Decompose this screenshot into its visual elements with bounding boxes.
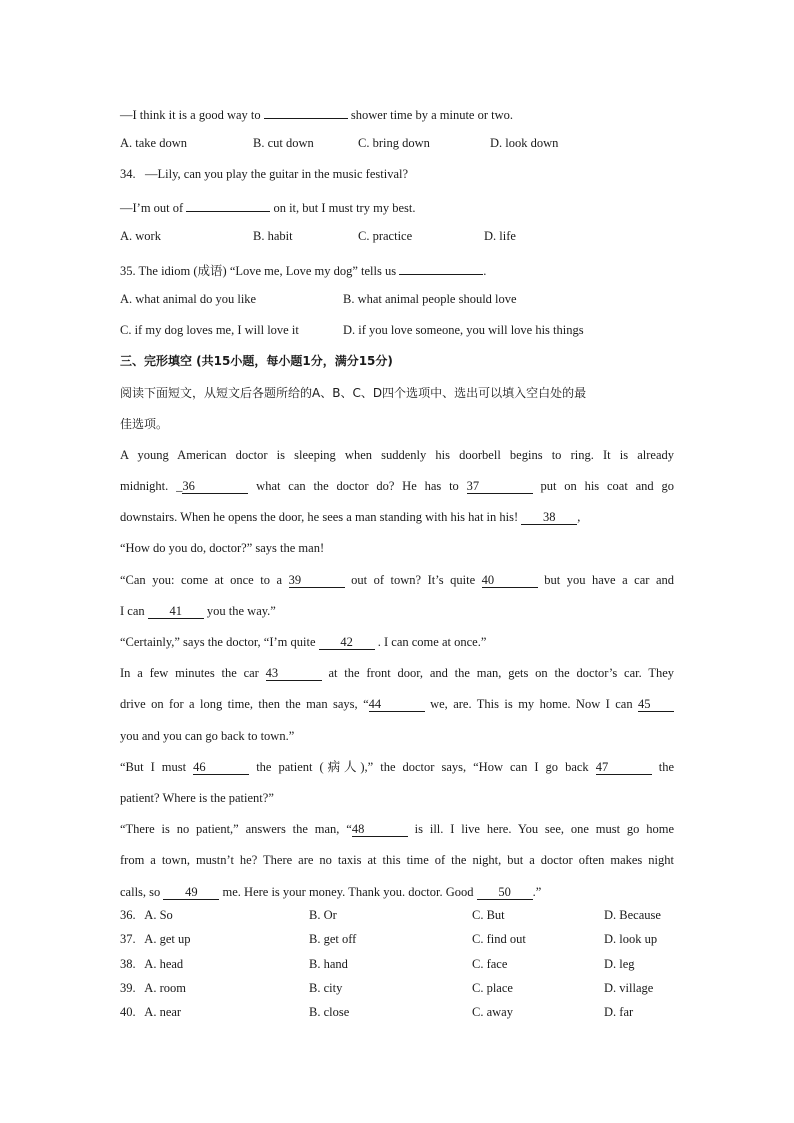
blank-48: 48 [352, 822, 408, 837]
blank-41: 41 [148, 604, 204, 619]
passage-text: “But I must [120, 760, 187, 774]
blank-50: 50 [477, 885, 533, 900]
section-instructions-2: 佳选项。 [120, 417, 169, 431]
choice-36-b: B. Or [309, 908, 337, 922]
choice-38-d: D. leg [604, 957, 635, 971]
choice-36-d: D. Because [604, 908, 661, 922]
choice-40-a: 40. A. near [120, 1005, 182, 1019]
section-instructions-1: 阅读下面短文，从短文后各题所给的A、B、C、D四个选项中、选出可以填入空白处的最 [120, 386, 587, 400]
q34-reply-a: —I’m out of [120, 201, 184, 215]
section-heading: 三、完形填空 (共15小题，每小题1分，满分15分) [120, 354, 393, 368]
blank-40: 40 [482, 573, 538, 588]
passage-line-14: from a town, mustn’t he? There are no taxis at this time of the night, but a doctor often makes night [120, 853, 674, 867]
choice-40-d: D. far [604, 1005, 634, 1019]
passage-text: is ill. I live here. You see, one must go home [414, 822, 675, 836]
passage-text: at the front door, and the man, gets on the doctor’s car. They [328, 666, 675, 680]
choice-39-c: C. place [472, 981, 513, 995]
passage-text: “There is no patient,” answers the man, “ [120, 822, 352, 836]
passage-text: , [577, 510, 581, 524]
q35-stem: 35. The idiom (成语) “Love me, Love my dog” tells us [120, 264, 397, 278]
passage-line-7 [120, 634, 674, 650]
choice-38-b: B. hand [309, 957, 348, 971]
passage-text: we, are. This is my home. Now I can [430, 697, 633, 711]
passage-text: the patient (病人),” the doctor says, “How can I go back [256, 760, 589, 774]
q35-option-c: C. if my dog loves me, I will love it [120, 323, 299, 337]
passage-text: .” [532, 885, 542, 899]
choice-40-b: B. close [309, 1005, 350, 1019]
q33-text-b: shower time by a minute or two. [350, 108, 513, 122]
q33-reply [120, 104, 674, 123]
passage-text: me. Here is your money. Thank you. doctor. Good [222, 885, 474, 899]
choice-37-c: C. find out [472, 932, 526, 946]
passage-text: drive on for a long time, then the man says, “ [120, 697, 369, 711]
blank-45: 45 [638, 697, 674, 712]
passage-text: midnight. _ [120, 479, 183, 493]
passage-line-5 [120, 572, 674, 588]
passage-text: what can the doctor do? He has to [256, 479, 459, 493]
q33-option-c: C. bring down [358, 136, 430, 150]
q34-reply-b: on it, but I must try my best. [273, 201, 416, 215]
blank-38: 38 [521, 510, 577, 525]
blank-46: 46 [193, 760, 249, 775]
q35-blank [399, 260, 483, 275]
passage-line-13 [120, 821, 674, 837]
q34-option-b: B. habit [253, 229, 293, 243]
passage-line-12: patient? Where is the patient?” [120, 791, 274, 805]
blank-49: 49 [163, 885, 219, 900]
q34-stem: 34. —Lily, can you play the guitar in the music festival? [120, 167, 409, 181]
passage-line-11 [120, 759, 674, 775]
choice-37-b: B. get off [309, 932, 357, 946]
q34-reply [120, 197, 674, 216]
passage-text: “Certainly,” says the doctor, “I’m quite [120, 635, 316, 649]
blank-44: 44 [369, 697, 425, 712]
passage-line-6 [120, 603, 674, 619]
blank-39: 39 [289, 573, 345, 588]
passage-text: you the way.” [206, 604, 276, 618]
passage-text: calls, so [120, 885, 161, 899]
blank-47: 47 [596, 760, 652, 775]
passage-text: out of town? It’s quite [351, 573, 476, 587]
passage-text: In a few minutes the car [120, 666, 259, 680]
choice-36-c: C. But [472, 908, 505, 922]
passage-text: . I can come at once.” [377, 635, 487, 649]
choice-39-d: D. village [604, 981, 654, 995]
passage-line-4: “How do you do, doctor?” says the man! [120, 541, 325, 555]
q34-option-d: D. life [484, 229, 516, 243]
choice-36-a: 36. A. So [120, 908, 173, 922]
choice-38-a: 38. A. head [120, 957, 184, 971]
passage-line-1: A young American doctor is sleeping when suddenly his doorbell begins to ring. It is already [120, 448, 674, 462]
passage-text: but you have a car and [544, 573, 675, 587]
q33-option-d: D. look down [490, 136, 559, 150]
choice-38-c: C. face [472, 957, 508, 971]
q34-option-a: A. work [120, 229, 161, 243]
choice-37-a: 37. A. get up [120, 932, 191, 946]
choice-37-d: D. look up [604, 932, 658, 946]
q33-option-a: A. take down [120, 136, 187, 150]
choice-40-c: C. away [472, 1005, 513, 1019]
blank-42: 42 [319, 635, 375, 650]
q35-option-b: B. what animal people should love [343, 292, 517, 306]
q33-option-b: B. cut down [253, 136, 314, 150]
q35-stem-line [120, 260, 674, 279]
choice-39-b: B. city [309, 981, 343, 995]
passage-text: downstairs. When he opens the door, he sees a man standing with his hat in his! [120, 510, 519, 524]
choice-39-a: 39. A. room [120, 981, 186, 995]
q35-option-a: A. what animal do you like [120, 292, 257, 306]
blank-43: 43 [266, 666, 322, 681]
q33-text-a: —I think it is a good way to [120, 108, 261, 122]
passage-text: I can [120, 604, 145, 618]
passage-text: put on his coat and go [540, 479, 674, 493]
q35-option-d: D. if you love someone, you will love his things [343, 323, 584, 337]
q34-blank [186, 197, 270, 212]
q33-blank [264, 104, 348, 119]
passage-line-3 [120, 509, 674, 525]
q34-option-c: C. practice [358, 229, 413, 243]
blank-37: 37 [467, 479, 533, 494]
q35-end: . [483, 264, 487, 278]
passage-line-15 [120, 884, 674, 900]
passage-line-8 [120, 665, 674, 681]
passage-text: the [658, 760, 675, 774]
passage-line-10: you and you can go back to town.” [120, 729, 295, 743]
passage-text: “Can you: come at once to a [120, 573, 283, 587]
passage-line-9 [120, 696, 674, 712]
passage-line-2 [120, 478, 674, 494]
blank-36: 36 [182, 479, 248, 494]
